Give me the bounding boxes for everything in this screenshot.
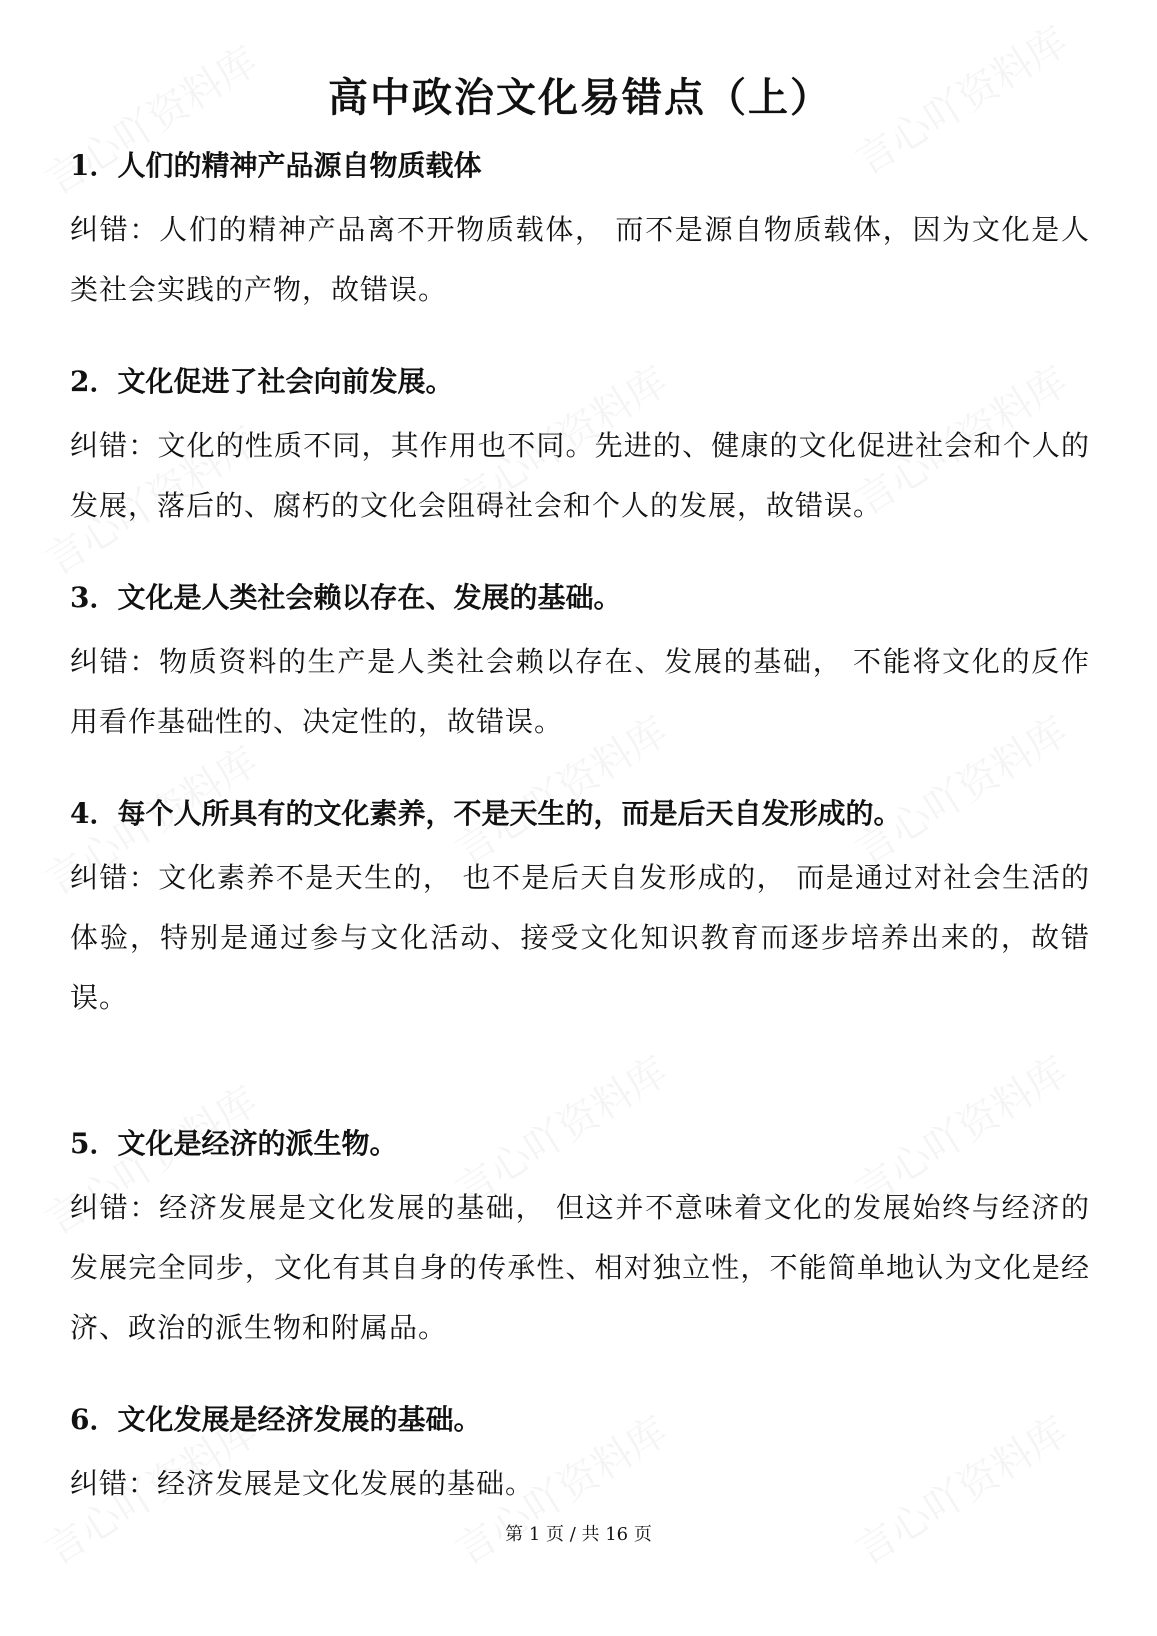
list-item [70, 362, 1090, 536]
list-item [70, 1124, 1090, 1358]
item-answer: 纠错：文化素养不是天生的， 也不是后天自发形成的， 而是通过对社会生活的体验，特别是通过参与文化活动、接受文化知识教育而逐步培养出来的，故错误。 [70, 861, 1090, 1014]
item-answer: 纠错：经济发展是文化发展的基础， 但这并不意味着文化的发展始终与经济的发展完全同步，文化有其自身的传承性、相对独立性，不能简单地认为文化是经济、政治的派生物和附属品。 [70, 1191, 1090, 1344]
item-answer: 纠错：文化的性质不同，其作用也不同。先进的、健康的文化促进社会和个人的发展，落后的、腐朽的文化会阻碍社会和个人的发展，故错误。 [70, 429, 1090, 522]
list-item [70, 146, 1090, 320]
page-footer: 第 1 页 / 共 16 页 [505, 1524, 652, 1545]
item-answer: 纠错：物质资料的生产是人类社会赖以存在、发展的基础， 不能将文化的反作用看作基础性的、决定性的，故错误。 [70, 645, 1090, 738]
item-question: 5．文化是经济的派生物。 [70, 1127, 398, 1160]
item-question: 6．文化发展是经济发展的基础。 [70, 1403, 482, 1436]
item-question: 1．人们的精神产品源自物质载体 [70, 149, 482, 182]
item-answer: 纠错：经济发展是文化发展的基础。 [70, 1467, 535, 1500]
list-item [70, 794, 1090, 1028]
list-item [70, 1400, 1090, 1514]
item-answer: 纠错：人们的精神产品离不开物质载体， 而不是源自物质载体，因为文化是人类社会实践的产物，故错误。 [70, 213, 1090, 306]
list-item [70, 578, 1090, 752]
document-title: 高中政治文化易错点（上） [328, 75, 832, 121]
item-question: 2．文化促进了社会向前发展。 [70, 365, 454, 398]
document-page [70, 70, 1090, 1514]
item-question: 4．每个人所具有的文化素养，不是天生的，而是后天自发形成的。 [70, 797, 902, 830]
item-question: 3．文化是人类社会赖以存在、发展的基础。 [70, 581, 622, 614]
